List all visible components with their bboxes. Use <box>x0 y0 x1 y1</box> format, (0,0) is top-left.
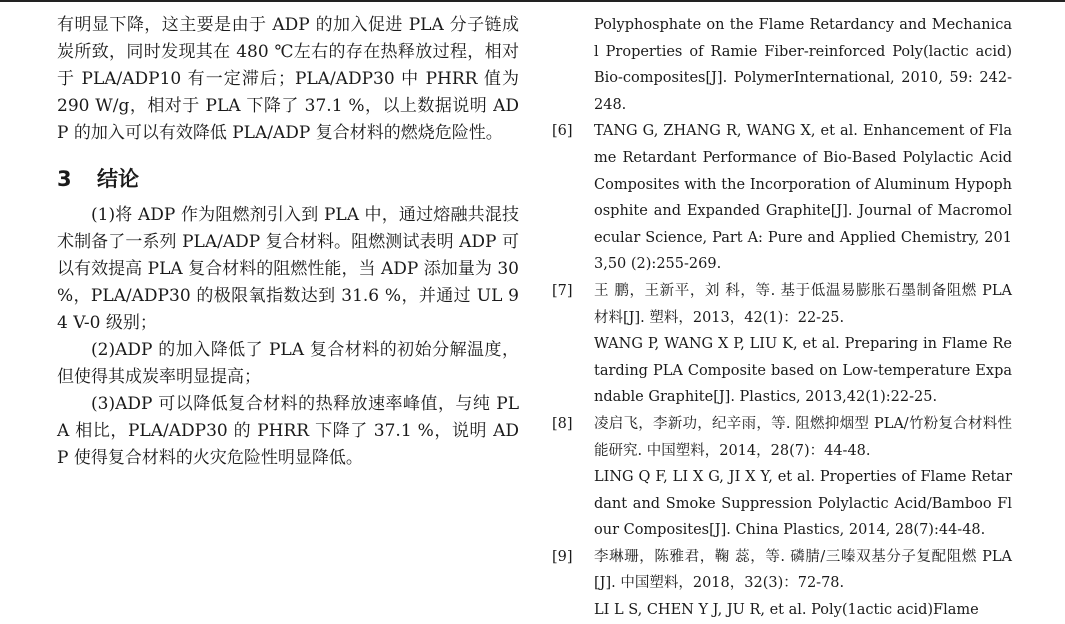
conclusion-item-2: (2)ADP 的加入降低了 PLA 复合材料的初始分解温度，但使得其成炭率明显提高； <box>57 340 519 387</box>
reference-5-continued <box>552 12 1012 118</box>
reference-number: [8] <box>552 415 573 432</box>
reference-text-chinese: 凌启飞，李新功，纪辛雨，等. 阻燃抑烟型 PLA/竹粉复合材料性能研究. 中国塑料，2014，28(7)：44-48. <box>594 415 1012 459</box>
conclusion-item-1: (1)将 ADP 作为阻燃剂引入到 PLA 中，通过熔融共混技术制备了一系列 PLA/ADP 复合材料。阻燃测试表明 ADP 可以有效提高 PLA 复合材料的阻燃性能，当 ADP 添加量为 30 %，PLA/ADP30 的极限氧指数达到 31.6 %，并通过 UL 94 V-0 级别； <box>57 205 519 333</box>
results-paragraph: 有明显下降，这主要是由于 ADP 的加入促进 PLA 分子链成炭所致，同时发现其在 480 ℃左右的存在热释放过程，相对于 PLA/ADP10 有一定滞后；PLA/ADP30 中 PHRR 值为 290 W/g，相对于 PLA 下降了 37.1 %，以上数据说明 ADP 的加入可以有效降低 PLA/ADP 复合材料的燃烧危险性。 <box>57 15 519 143</box>
reference-number: [6] <box>552 123 573 140</box>
top-rule <box>0 0 1065 2</box>
reference-text-chinese: 王 鹏，王新平，刘 科，等. 基于低温易膨胀石墨制备阻燃 PLA 材料[J]. 塑料，2013，42(1)：22-25. <box>594 282 1012 326</box>
references-column <box>552 12 1012 624</box>
section-title: 结论 <box>97 167 139 191</box>
reference-text-chinese: 李琳珊，陈雅君，鞠 蕊，等. 磷腈/三嗪双基分子复配阻燃 PLA[J]. 中国塑料，2018，32(3)：72-78. <box>594 548 1012 592</box>
reference-7 <box>552 278 1012 411</box>
section-number: 3 <box>57 167 72 191</box>
reference-9 <box>552 544 1012 624</box>
left-column <box>57 12 519 472</box>
reference-text-english: WANG P, WANG X P, LIU K, et al. Preparing in Flame Retarding PLA Composite based on Low-temperature Expandable Graphite[J]. Plastics, 2013,42(1):22-25. <box>594 336 1012 406</box>
reference-text: Polyphosphate on the Flame Retardancy and Mechanical Properties of Ramie Fiber-reinforced Poly(lactic acid) Bio-composites[J]. PolymerInternational, 2010, 59: 242-248. <box>594 17 1012 113</box>
reference-text-english: LI L S, CHEN Y J, JU R, et al. Poly(1actic acid)Flame <box>594 602 979 619</box>
reference-8 <box>552 411 1012 544</box>
reference-number: [7] <box>552 282 573 299</box>
section-heading <box>57 164 519 194</box>
reference-text: TANG G, ZHANG R, WANG X, et al. Enhancement of Flame Retardant Performance of Bio-Based Polylactic Acid Composites with the Incorporation of Aluminum Hypophosphite and Expanded Graphite[J]. Journal of Macromolecular Science, Part A: Pure and Applied Chemistry, 2013,50 (2):255-269. <box>594 123 1012 273</box>
conclusion-item-3: (3)ADP 可以降低复合材料的热释放速率峰值，与纯 PLA 相比，PLA/ADP30 的 PHRR 下降了 37.1 %，说明 ADP 使得复合材料的火灾危险性明显降低。 <box>57 394 519 468</box>
reference-number: [9] <box>552 548 573 565</box>
reference-6 <box>552 118 1012 278</box>
reference-text-english: LING Q F, LI X G, JI X Y, et al. Properties of Flame Retardant and Smoke Suppression Polylactic Acid/Bamboo Flour Composites[J]. China Plastics, 2014, 28(7):44-48. <box>594 469 1012 539</box>
